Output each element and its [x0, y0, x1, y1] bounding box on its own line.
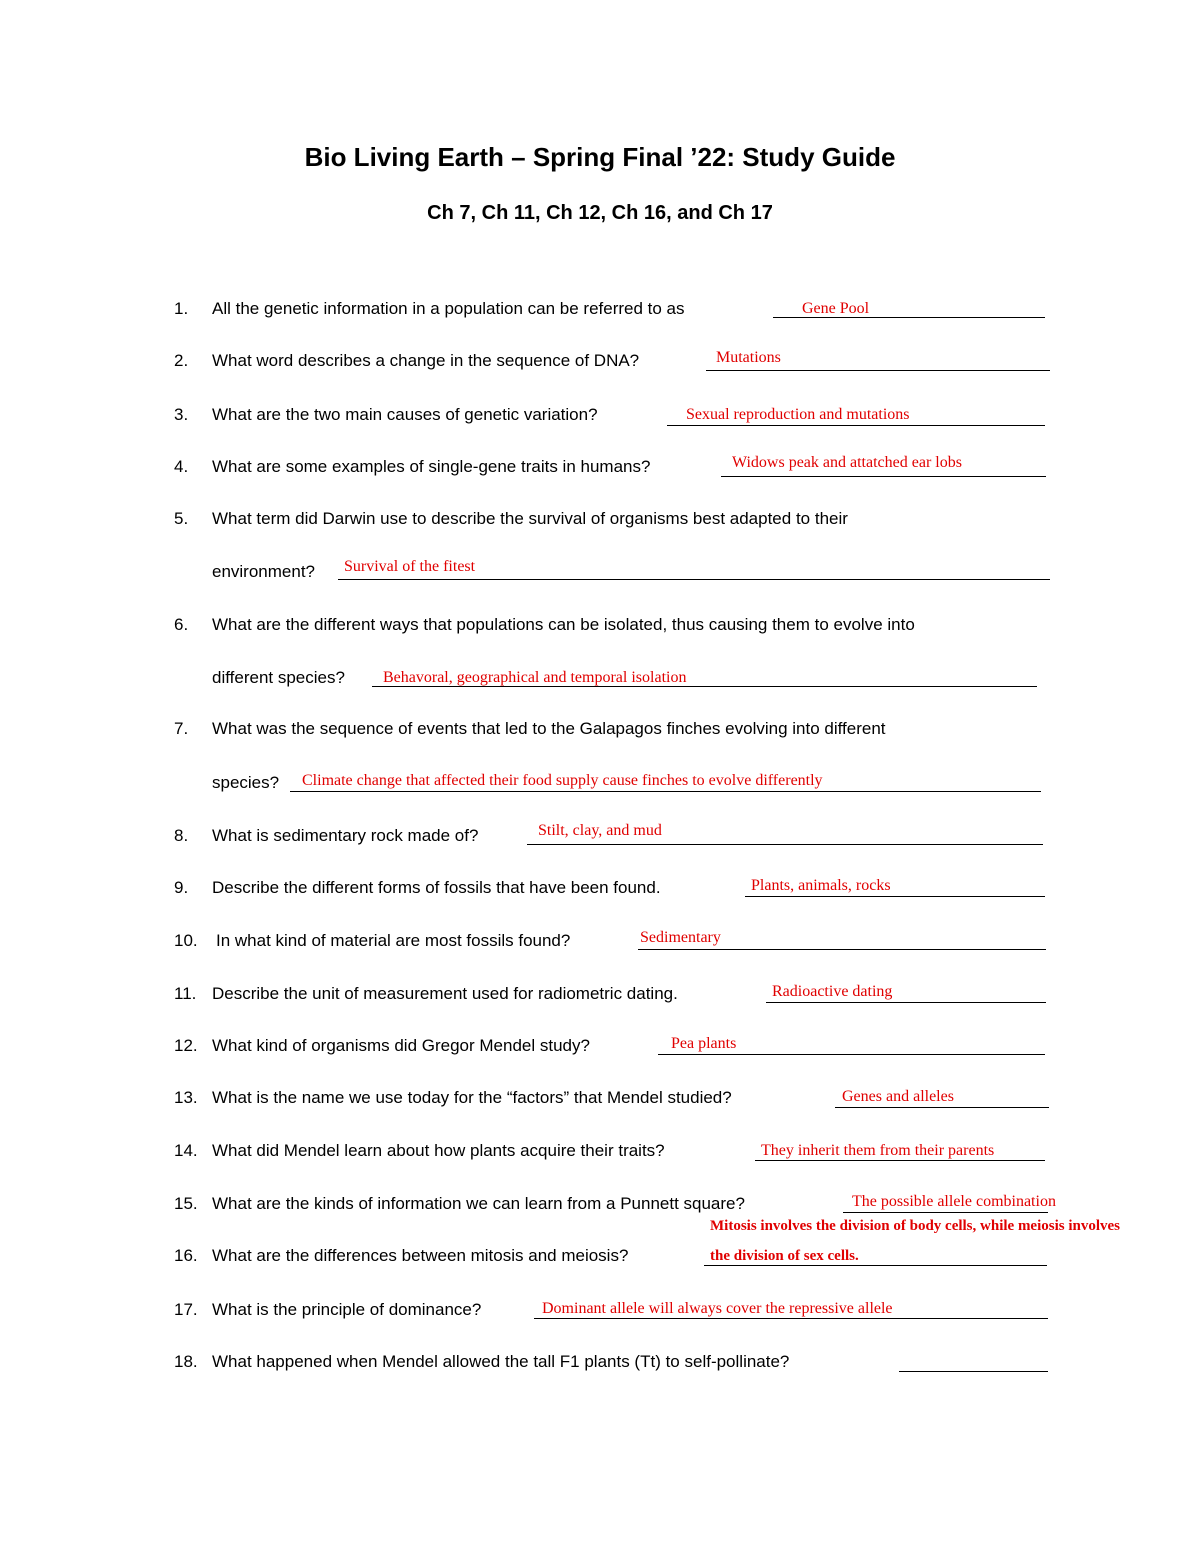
- question-text: All the genetic information in a population can be referred to as: [212, 299, 685, 318]
- question-number: 11.: [174, 984, 197, 1003]
- answer-text: Pea plants: [671, 1035, 737, 1052]
- answer-text: Widows peak and attatched ear lobs: [732, 454, 962, 471]
- question-number: 7.: [174, 719, 189, 738]
- question-number: 18.: [174, 1352, 198, 1371]
- question-text: What are some examples of single-gene traits in humans?: [212, 457, 651, 476]
- question-number: 1.: [174, 299, 189, 318]
- question-number: 14.: [174, 1141, 198, 1160]
- question-number: 17.: [174, 1300, 198, 1319]
- answer-text: Gene Pool: [802, 300, 870, 317]
- answer-line: [899, 1355, 1048, 1372]
- question-text-continued: different species?: [212, 668, 345, 687]
- question-number: 5.: [174, 509, 189, 528]
- answer-text: Plants, animals, rocks: [751, 877, 891, 894]
- question-number: 12.: [174, 1036, 198, 1055]
- question-number: 2.: [174, 351, 189, 370]
- answer-text: Dominant allele will always cover the repressive allele: [542, 1300, 893, 1317]
- question-text: What was the sequence of events that led to the Galapagos finches evolving into different: [212, 719, 886, 738]
- page-subtitle: Ch 7, Ch 11, Ch 12, Ch 16, and Ch 17: [427, 202, 773, 224]
- question-text: What word describes a change in the sequence of DNA?: [212, 351, 640, 370]
- question-text: What did Mendel learn about how plants acquire their traits?: [212, 1141, 665, 1160]
- question-text: What term did Darwin use to describe the survival of organisms best adapted to their: [212, 509, 848, 528]
- question-text: What are the differences between mitosis and meiosis?: [212, 1246, 629, 1265]
- answer-text: Climate change that affected their food supply cause finches to evolve differently: [302, 772, 823, 789]
- question-number: 13.: [174, 1088, 198, 1107]
- question-text: Describe the different forms of fossils that have been found.: [212, 878, 661, 897]
- question-number: 4.: [174, 457, 189, 476]
- question-number: 10.: [174, 931, 198, 950]
- page-title: Bio Living Earth – Spring Final ’22: Study Guide: [304, 142, 896, 172]
- answer-text: Genes and alleles: [842, 1088, 954, 1105]
- question-text: Describe the unit of measurement used for radiometric dating.: [212, 984, 678, 1003]
- question-text: What are the two main causes of genetic variation?: [212, 405, 598, 424]
- answer-text: The possible allele combination: [852, 1193, 1056, 1210]
- answer-text: Stilt, clay, and mud: [538, 822, 662, 839]
- question-number: 3.: [174, 405, 189, 424]
- answer-text: Behavoral, geographical and temporal isolation: [383, 669, 687, 686]
- question-text: What is the name we use today for the “factors” that Mendel studied?: [212, 1088, 732, 1107]
- question-number: 15.: [174, 1194, 198, 1213]
- question-number: 16.: [174, 1246, 198, 1265]
- question-text: What happened when Mendel allowed the tall F1 plants (Tt) to self-pollinate?: [212, 1352, 790, 1371]
- answer-text: the division of sex cells.: [710, 1248, 859, 1264]
- question-text: What is the principle of dominance?: [212, 1300, 482, 1319]
- answer-text: Survival of the fitest: [344, 558, 476, 575]
- answer-text: Radioactive dating: [772, 983, 893, 1000]
- question-text: In what kind of material are most fossils found?: [216, 931, 571, 950]
- answer-text: They inherit them from their parents: [761, 1142, 995, 1159]
- question-number: 8.: [174, 826, 189, 845]
- answer-text-overflow: Mitosis involves the division of body cells, while meiosis involves: [710, 1218, 1121, 1234]
- answer-text: Sedimentary: [640, 929, 721, 946]
- question-text: What kind of organisms did Gregor Mendel study?: [212, 1036, 590, 1055]
- answer-text: Mutations: [716, 349, 781, 366]
- question-text: What are the different ways that populations can be isolated, thus causing them to evolve into: [212, 615, 915, 634]
- question-text-continued: environment?: [212, 562, 316, 581]
- question-number: 6.: [174, 615, 189, 634]
- question-number: 9.: [174, 878, 189, 897]
- answer-text: Sexual reproduction and mutations: [686, 406, 910, 423]
- question-text-continued: species?: [212, 773, 280, 792]
- question-text: What is sedimentary rock made of?: [212, 826, 479, 845]
- question-text: What are the kinds of information we can learn from a Punnett square?: [212, 1194, 745, 1213]
